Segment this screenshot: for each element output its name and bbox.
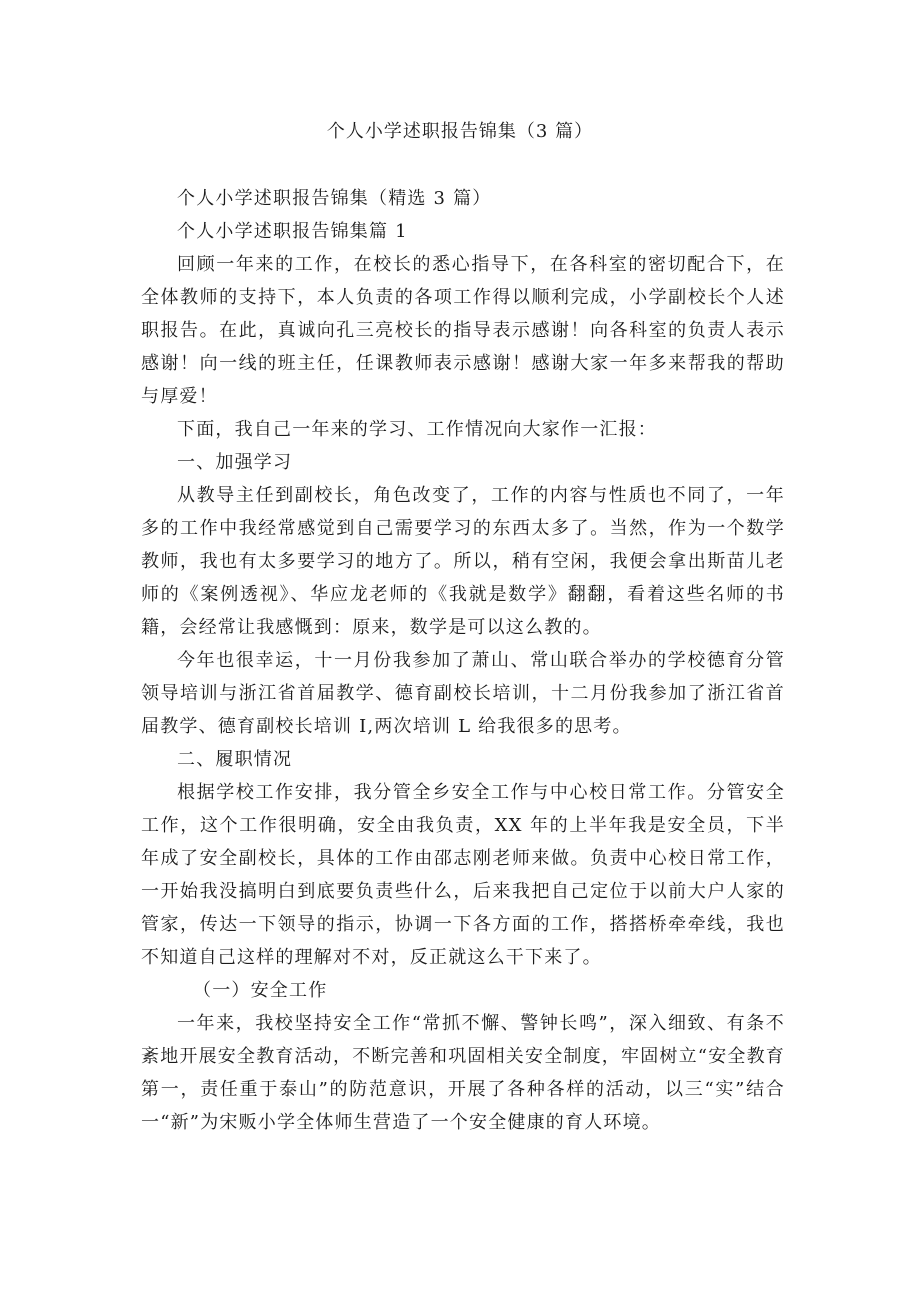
paragraph-safety: 一年来，我校坚持安全工作“常抓不懈、警钟长鸣”，深入细致、有条不紊地开展安全教育活动，不断完善和巩固相关安全制度，牢固树立“安全教育第一，责任重于泰山”的防范意识，开展了各种各样的活动，以三“实”结合一“新”为宋贩小学全体师生营造了一个安全健康的育人环境。	[141, 1013, 785, 1133]
subsection-heading-safety: （一）安全工作	[193, 980, 328, 1001]
paragraph-duties: 根据学校工作安排，我分管全乡安全工作与中心校日常工作。分管安全工作，这个工作很明确，安全由我负责，XX 年的上半年我是安全员，下半年成了安全副校长，具体的工作由邵志刚老师来做。负责中心校日常工作，一开始我没搞明白到底要负责些什么，后来我把自己定位于以前大户人家的管家，传达一下领导的指示，协调一下各方面的工作，搭搭桥牵牵线，我也不知道自己这样的理解对不对，反正就这么干下来了。	[141, 782, 785, 968]
document-body	[141, 182, 785, 1139]
part-heading: 个人小学述职报告锦集篇 1	[177, 221, 408, 242]
document-title: 个人小学述职报告锦集（3 篇）	[326, 121, 594, 142]
paragraph-study: 从教导主任到副校长，角色改变了，工作的内容与性质也不同了，一年多的工作中我经常感觉到自己需要学习的东西太多了。当然，作为一个数学教师，我也有太多要学习的地方了。所以，稍有空闲，我便会拿出斯苗儿老师的《案例透视》、华应龙老师的《我就是数学》翻翻，看着这些名师的书籍，会经常让我感慨到：原来，数学是可以这么教的。	[141, 485, 785, 638]
paragraph-opening: 回顾一年来的工作，在校长的悉心指导下，在各科室的密切配合下，在全体教师的支持下，本人负责的各项工作得以顺利完成，小学副校长个人述职报告。在此，真诚向孔三亮校长的指导表示感谢！向各科室的负责人表示感谢！向一线的班主任，任课教师表示感谢！感谢大家一年多来帮我的帮助与厚爱！	[141, 254, 785, 407]
document-subtitle: 个人小学述职报告锦集（精选 3 篇）	[177, 188, 492, 209]
paragraph-intro: 下面，我自己一年来的学习、工作情况向大家作一汇报：	[177, 419, 657, 440]
section-heading-study: 一、加强学习	[177, 452, 293, 473]
section-heading-duties: 二、履职情况	[177, 749, 293, 770]
paragraph-training: 今年也很幸运，十一月份我参加了萧山、常山联合举办的学校德育分管领导培训与浙江省首届教学、德育副校长培训，十二月份我参加了浙江省首届教学、德育副校长培训 I,两次培训 L 给我很多的思考。	[141, 650, 785, 737]
